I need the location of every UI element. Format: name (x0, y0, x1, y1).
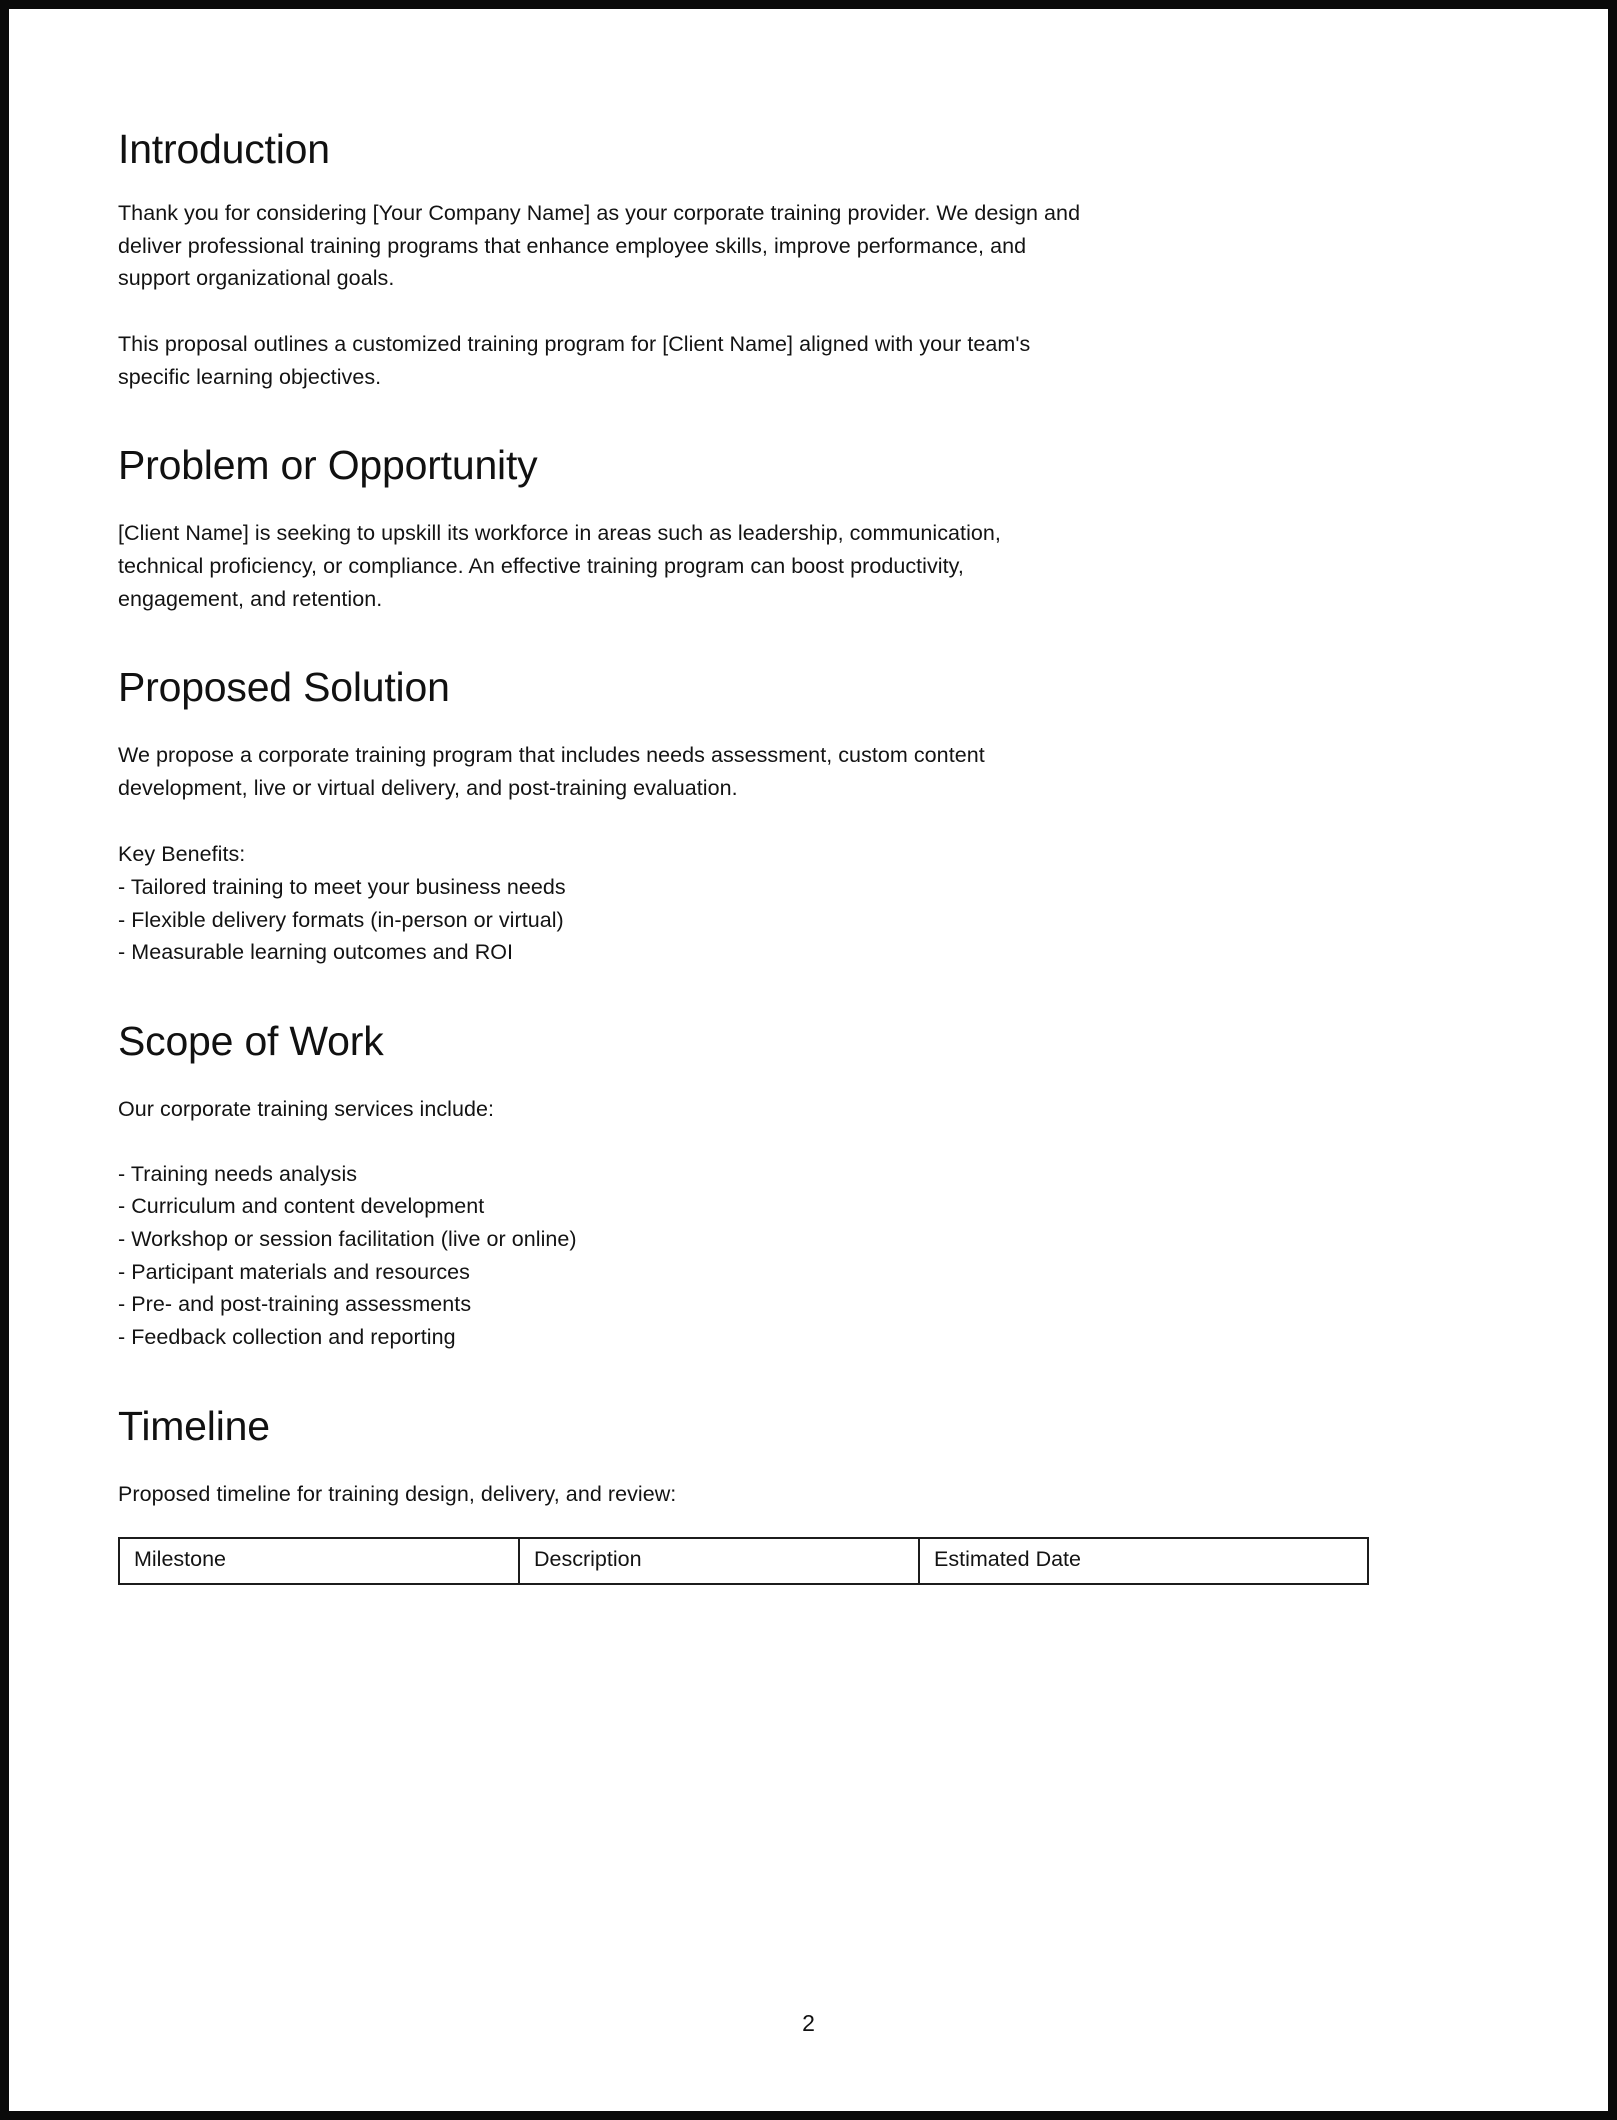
scope-of-work-item: - Feedback collection and reporting (118, 1325, 456, 1350)
problem-or-opportunity-paragraph-1: [Client Name] is seeking to upskill its workforce in areas such as leadership, communication, technical proficiency, or compliance. An effective training program can boost productivity, engagement, and retention. (118, 521, 1001, 611)
key-benefits-label: Key Benefits: (118, 842, 246, 867)
scope-of-work-item: - Curriculum and content development (118, 1194, 485, 1219)
key-benefits-block (118, 838, 1408, 969)
key-benefit-item: - Measurable learning outcomes and ROI (118, 940, 514, 965)
heading-scope-of-work: Scope of Work (118, 1018, 384, 1065)
timeline-intro: Proposed timeline for training design, delivery, and review: (118, 1481, 677, 1506)
heading-proposed-solution: Proposed Solution (118, 664, 450, 711)
proposed-solution-paragraph-1: We propose a corporate training program that includes needs assessment, custom content development, live or virtual delivery, and post-training evaluation. (118, 743, 985, 800)
scope-of-work-item: - Training needs analysis (118, 1161, 358, 1186)
heading-introduction: Introduction (118, 126, 330, 172)
scope-of-work-intro: Our corporate training services include: (118, 1097, 495, 1122)
heading-problem-or-opportunity: Problem or Opportunity (118, 442, 538, 489)
scope-of-work-list (118, 1158, 1408, 1354)
scope-of-work-item: - Pre- and post-training assessments (118, 1292, 472, 1317)
key-benefit-item: - Tailored training to meet your business needs (118, 875, 566, 900)
table-column-header-description: Description (519, 1538, 919, 1584)
table-header-row (119, 1538, 1368, 1584)
table-column-header-estimated-date: Estimated Date (919, 1538, 1368, 1584)
scope-of-work-item: - Participant materials and resources (118, 1259, 470, 1284)
heading-timeline: Timeline (118, 1402, 270, 1449)
page-content-column (118, 9, 1408, 2111)
timeline-table (118, 1537, 1369, 1585)
introduction-paragraph-2: This proposal outlines a customized training program for [Client Name] aligned with your team's specific learning objectives. (118, 331, 1031, 389)
table-column-header-milestone: Milestone (119, 1538, 519, 1584)
key-benefit-item: - Flexible delivery formats (in-person or virtual) (118, 907, 564, 932)
page-number: 2 (802, 2010, 815, 2036)
scope-of-work-item: - Workshop or session facilitation (live or online) (118, 1227, 577, 1252)
introduction-paragraph-1: Thank you for considering [Your Company Name] as your corporate training provider. We design and deliver professional training programs that enhance employee skills, improve performance, and support organizational goals. (118, 200, 1081, 291)
